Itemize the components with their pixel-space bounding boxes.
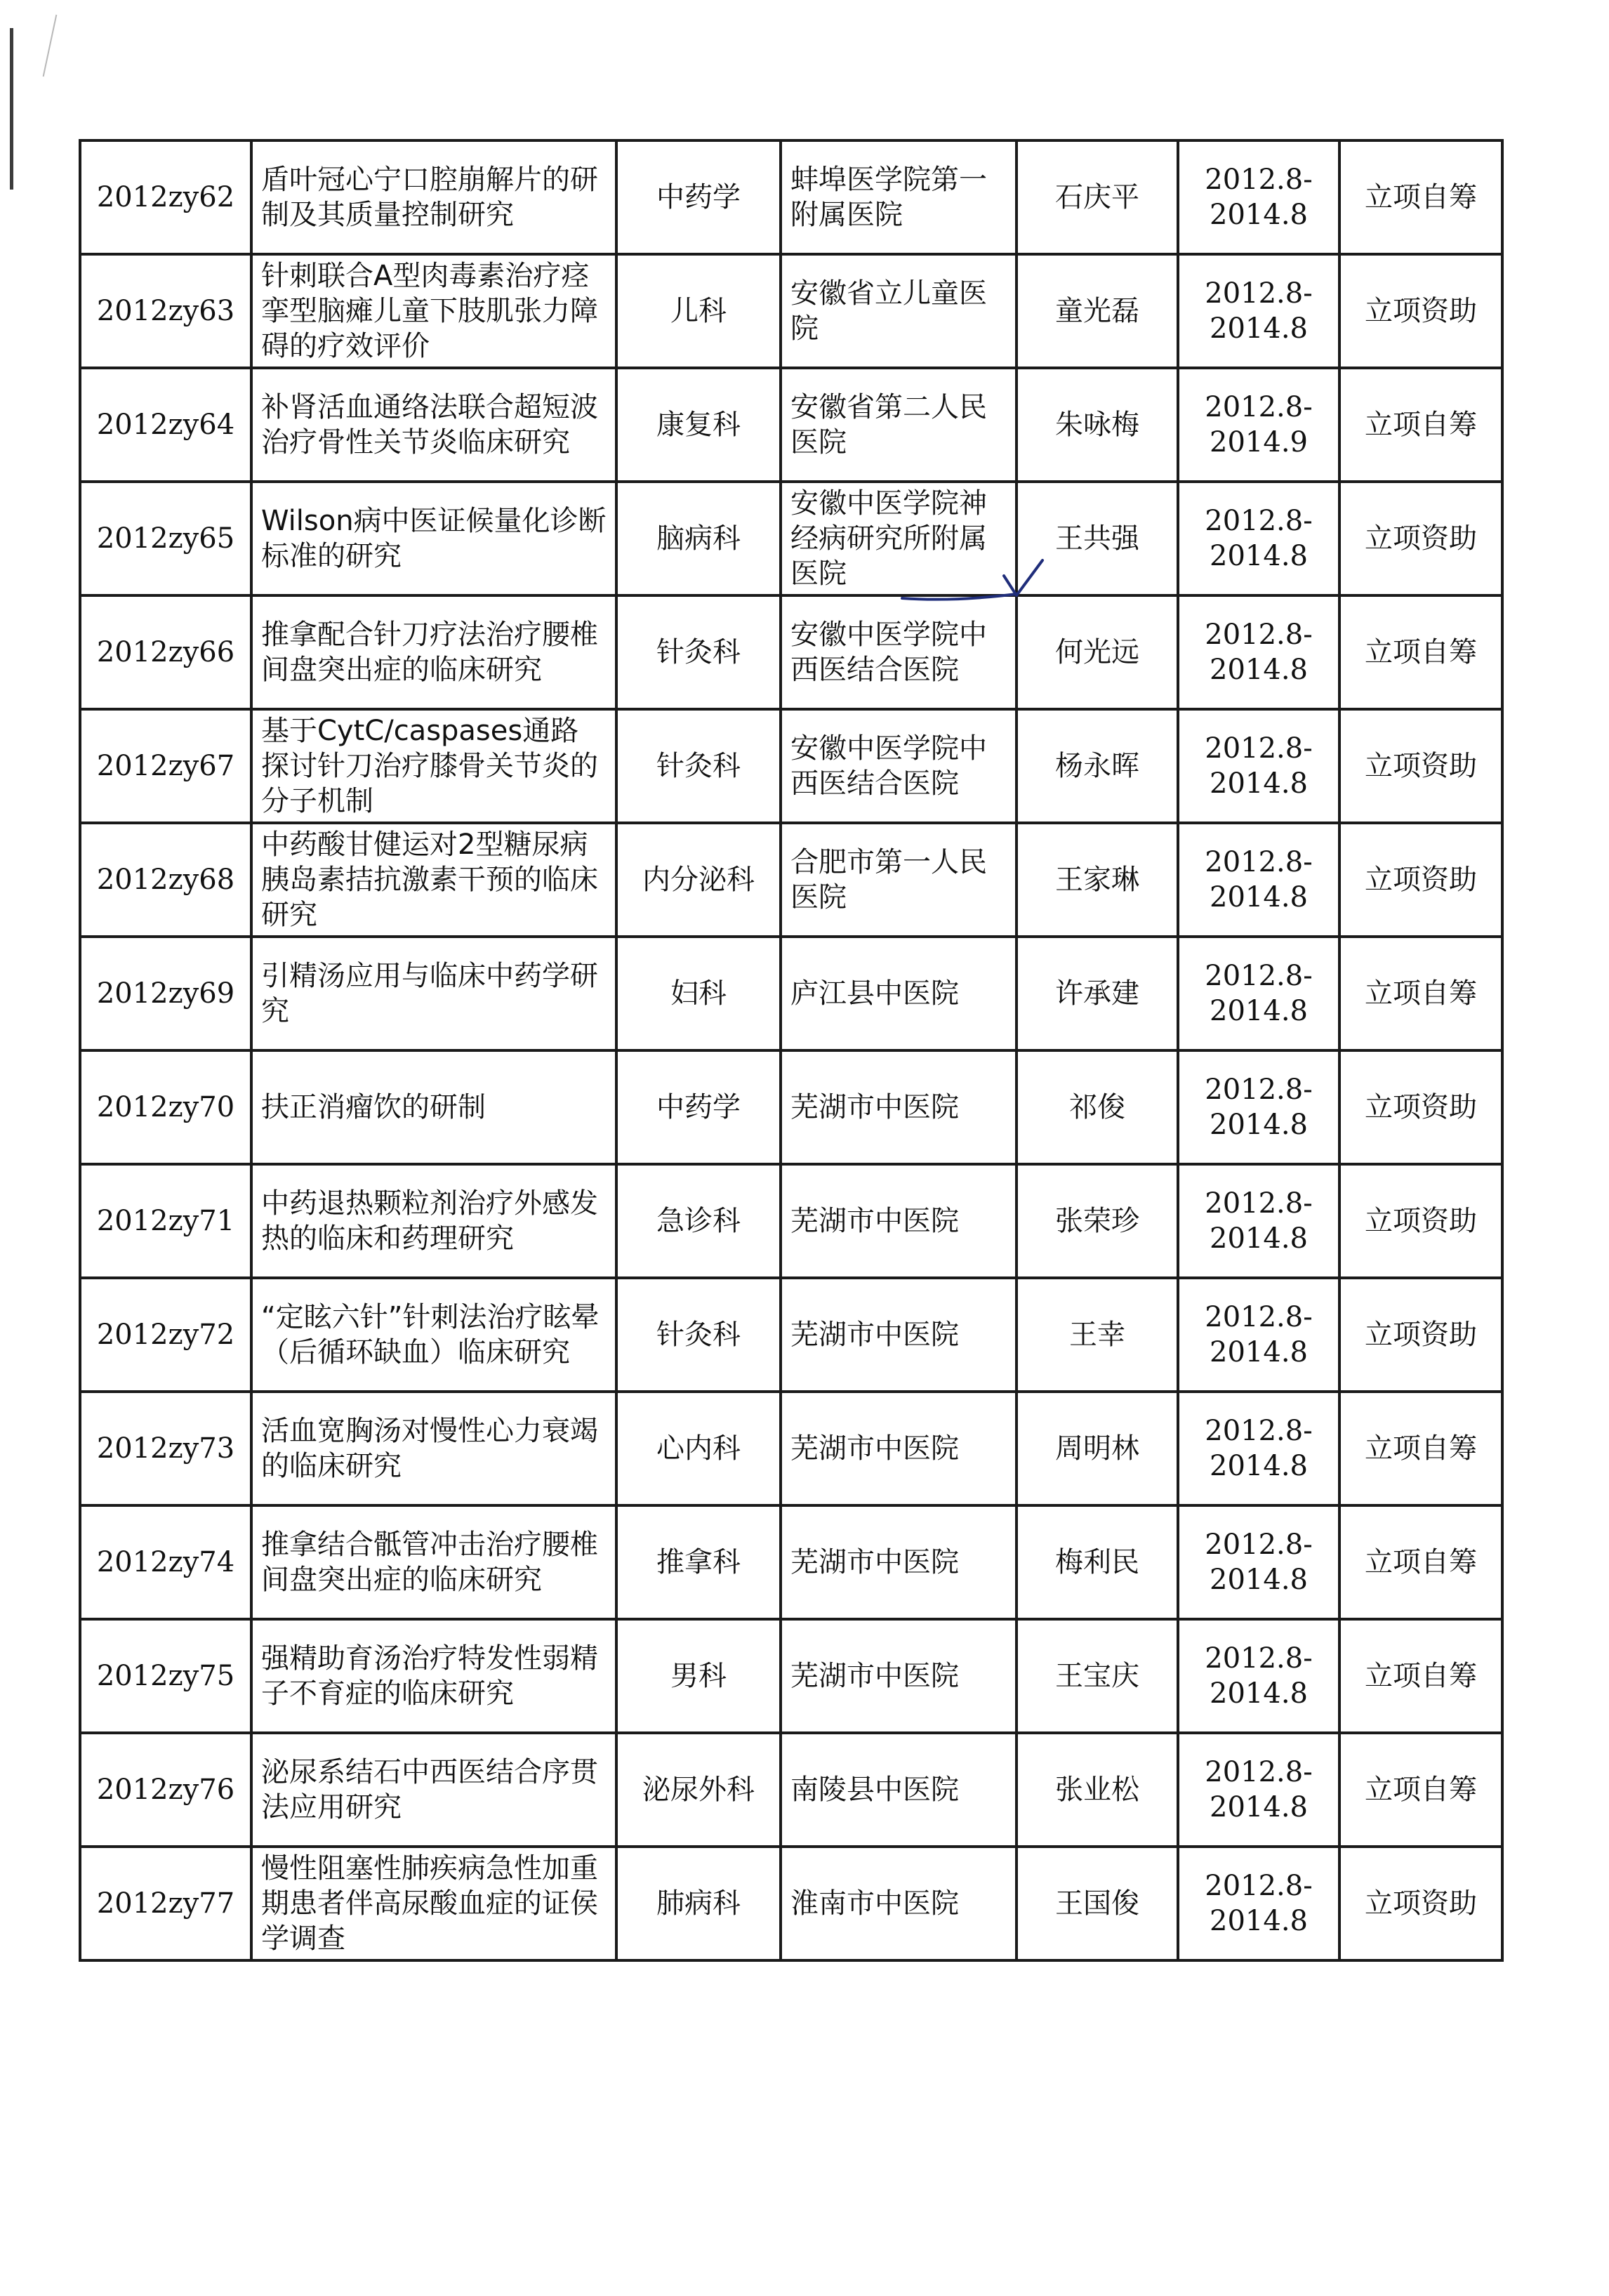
table-body bbox=[80, 140, 1502, 1960]
project-title-cell: 盾叶冠心宁口腔崩解片的研制及其质量控制研究 bbox=[251, 140, 616, 254]
period-start: 2012.8- bbox=[1205, 1642, 1313, 1675]
period-start: 2012.8- bbox=[1205, 1870, 1313, 1902]
period-start: 2012.8- bbox=[1205, 391, 1313, 423]
period-end: 2014.8 bbox=[1210, 995, 1308, 1027]
project-period-cell bbox=[1178, 1505, 1339, 1619]
period-end: 2014.8 bbox=[1210, 1564, 1308, 1596]
institution-cell: 蚌埠医学院第一附属医院 bbox=[781, 140, 1017, 254]
scan-edge-shadow bbox=[10, 28, 13, 190]
table-row bbox=[80, 1619, 1502, 1733]
project-code-cell: 2012zy65 bbox=[80, 482, 251, 595]
department-cell: 康复科 bbox=[616, 368, 781, 482]
project-period-cell bbox=[1178, 368, 1339, 482]
institution-cell: 芜湖市中医院 bbox=[781, 1392, 1017, 1505]
department-cell: 心内科 bbox=[616, 1392, 781, 1505]
table-row bbox=[80, 368, 1502, 482]
project-title-cell: 推拿配合针刀疗法治疗腰椎间盘突出症的临床研究 bbox=[251, 595, 616, 709]
period-start: 2012.8- bbox=[1205, 164, 1313, 196]
department-cell: 儿科 bbox=[616, 254, 781, 368]
institution-cell: 合肥市第一人民医院 bbox=[781, 823, 1017, 937]
institution-cell: 芜湖市中医院 bbox=[781, 1505, 1017, 1619]
table-row bbox=[80, 1392, 1502, 1505]
institution-cell: 安徽省第二人民医院 bbox=[781, 368, 1017, 482]
project-title-cell: 中药酸甘健运对2型糖尿病胰岛素拮抗激素干预的临床研究 bbox=[251, 823, 616, 937]
project-period-cell bbox=[1178, 1050, 1339, 1164]
project-period-cell bbox=[1178, 1164, 1339, 1278]
table-row bbox=[80, 823, 1502, 937]
department-cell: 妇科 bbox=[616, 937, 781, 1050]
funding-status-cell: 立项资助 bbox=[1339, 823, 1502, 937]
institution-cell: 安徽省立儿童医院 bbox=[781, 254, 1017, 368]
funding-status-cell: 立项自筹 bbox=[1339, 1392, 1502, 1505]
project-period-cell bbox=[1178, 709, 1339, 823]
project-table bbox=[79, 139, 1504, 1962]
table-row bbox=[80, 709, 1502, 823]
project-code-cell: 2012zy77 bbox=[80, 1847, 251, 1960]
funding-status-cell: 立项自筹 bbox=[1339, 368, 1502, 482]
institution-cell: 安徽中医学院神经病研究所附属医院 bbox=[781, 482, 1017, 595]
principal-investigator-cell: 朱咏梅 bbox=[1017, 368, 1178, 482]
table-row bbox=[80, 482, 1502, 595]
period-start: 2012.8- bbox=[1205, 1756, 1313, 1788]
project-period-cell bbox=[1178, 1392, 1339, 1505]
period-start: 2012.8- bbox=[1205, 1074, 1313, 1106]
principal-investigator-cell: 张荣珍 bbox=[1017, 1164, 1178, 1278]
department-cell: 中药学 bbox=[616, 140, 781, 254]
department-cell: 内分泌科 bbox=[616, 823, 781, 937]
institution-cell: 庐江县中医院 bbox=[781, 937, 1017, 1050]
project-title-cell: 活血宽胸汤对慢性心力衰竭的临床研究 bbox=[251, 1392, 616, 1505]
project-title-cell: Wilson病中医证候量化诊断标准的研究 bbox=[251, 482, 616, 595]
project-period-cell bbox=[1178, 1619, 1339, 1733]
period-start: 2012.8- bbox=[1205, 505, 1313, 537]
institution-cell: 安徽中医学院中西医结合医院 bbox=[781, 709, 1017, 823]
project-title-cell: 基于CytC/caspases通路探讨针刀治疗膝骨关节炎的分子机制 bbox=[251, 709, 616, 823]
project-period-cell bbox=[1178, 140, 1339, 254]
project-title-cell: 慢性阻塞性肺疾病急性加重期患者伴高尿酸血症的证侯学调查 bbox=[251, 1847, 616, 1960]
handwritten-check-icon bbox=[899, 555, 1060, 611]
period-start: 2012.8- bbox=[1205, 1301, 1313, 1333]
project-code-cell: 2012zy68 bbox=[80, 823, 251, 937]
project-code-cell: 2012zy62 bbox=[80, 140, 251, 254]
period-end: 2014.8 bbox=[1210, 654, 1308, 686]
project-code-cell: 2012zy74 bbox=[80, 1505, 251, 1619]
funding-status-cell: 立项资助 bbox=[1339, 709, 1502, 823]
table-row bbox=[80, 1050, 1502, 1164]
funding-status-cell: 立项自筹 bbox=[1339, 1619, 1502, 1733]
period-start: 2012.8- bbox=[1205, 1187, 1313, 1220]
principal-investigator-cell: 王国俊 bbox=[1017, 1847, 1178, 1960]
project-title-cell: 推拿结合骶管冲击治疗腰椎间盘突出症的临床研究 bbox=[251, 1505, 616, 1619]
project-period-cell bbox=[1178, 937, 1339, 1050]
institution-cell: 芜湖市中医院 bbox=[781, 1164, 1017, 1278]
period-end: 2014.8 bbox=[1210, 312, 1308, 345]
table-row bbox=[80, 1847, 1502, 1960]
project-title-cell: 泌尿系结石中西医结合序贯法应用研究 bbox=[251, 1733, 616, 1847]
principal-investigator-cell: 周明林 bbox=[1017, 1392, 1178, 1505]
table-row bbox=[80, 937, 1502, 1050]
period-end: 2014.8 bbox=[1210, 1336, 1308, 1368]
department-cell: 针灸科 bbox=[616, 1278, 781, 1392]
funding-status-cell: 立项资助 bbox=[1339, 482, 1502, 595]
project-code-cell: 2012zy66 bbox=[80, 595, 251, 709]
funding-status-cell: 立项资助 bbox=[1339, 1278, 1502, 1392]
period-end: 2014.8 bbox=[1210, 1222, 1308, 1255]
principal-investigator-cell: 张业松 bbox=[1017, 1733, 1178, 1847]
principal-investigator-cell: 许承建 bbox=[1017, 937, 1178, 1050]
principal-investigator-cell: 王宝庆 bbox=[1017, 1619, 1178, 1733]
department-cell: 推拿科 bbox=[616, 1505, 781, 1619]
period-end: 2014.8 bbox=[1210, 1791, 1308, 1823]
period-start: 2012.8- bbox=[1205, 277, 1313, 310]
project-period-cell bbox=[1178, 1733, 1339, 1847]
department-cell: 肺病科 bbox=[616, 1847, 781, 1960]
period-end: 2014.8 bbox=[1210, 1450, 1308, 1482]
department-cell: 急诊科 bbox=[616, 1164, 781, 1278]
project-title-cell: 扶正消瘤饮的研制 bbox=[251, 1050, 616, 1164]
table-row bbox=[80, 595, 1502, 709]
department-cell: 中药学 bbox=[616, 1050, 781, 1164]
table-row bbox=[80, 140, 1502, 254]
period-end: 2014.8 bbox=[1210, 540, 1308, 572]
funding-status-cell: 立项资助 bbox=[1339, 1164, 1502, 1278]
institution-cell: 芜湖市中医院 bbox=[781, 1050, 1017, 1164]
project-code-cell: 2012zy64 bbox=[80, 368, 251, 482]
principal-investigator-cell: 何光远 bbox=[1017, 595, 1178, 709]
project-title-cell: 补肾活血通络法联合超短波治疗骨性关节炎临床研究 bbox=[251, 368, 616, 482]
department-cell: 男科 bbox=[616, 1619, 781, 1733]
project-period-cell bbox=[1178, 1278, 1339, 1392]
period-end: 2014.8 bbox=[1210, 1905, 1308, 1937]
project-title-cell: “定眩六针”针刺法治疗眩晕（后循环缺血）临床研究 bbox=[251, 1278, 616, 1392]
institution-cell: 淮南市中医院 bbox=[781, 1847, 1017, 1960]
department-cell: 脑病科 bbox=[616, 482, 781, 595]
project-title-cell: 强精助育汤治疗特发性弱精子不育症的临床研究 bbox=[251, 1619, 616, 1733]
period-end: 2014.8 bbox=[1210, 767, 1308, 800]
department-cell: 针灸科 bbox=[616, 709, 781, 823]
project-title-cell: 针刺联合A型肉毒素治疗痉挛型脑瘫儿童下肢肌张力障碍的疗效评价 bbox=[251, 254, 616, 368]
funding-status-cell: 立项资助 bbox=[1339, 1050, 1502, 1164]
principal-investigator-cell: 王幸 bbox=[1017, 1278, 1178, 1392]
table-row bbox=[80, 1505, 1502, 1619]
period-end: 2014.8 bbox=[1210, 1677, 1308, 1710]
principal-investigator-cell: 祁俊 bbox=[1017, 1050, 1178, 1164]
department-cell: 泌尿外科 bbox=[616, 1733, 781, 1847]
project-code-cell: 2012zy72 bbox=[80, 1278, 251, 1392]
period-end: 2014.9 bbox=[1210, 426, 1308, 458]
project-title-cell: 引精汤应用与临床中药学研究 bbox=[251, 937, 616, 1050]
funding-status-cell: 立项自筹 bbox=[1339, 140, 1502, 254]
principal-investigator-cell: 王家琳 bbox=[1017, 823, 1178, 937]
department-cell: 针灸科 bbox=[616, 595, 781, 709]
principal-investigator-cell: 王共强 bbox=[1017, 482, 1178, 595]
project-code-cell: 2012zy75 bbox=[80, 1619, 251, 1733]
period-end: 2014.8 bbox=[1210, 199, 1308, 231]
project-period-cell bbox=[1178, 823, 1339, 937]
project-title-cell: 中药退热颗粒剂治疗外感发热的临床和药理研究 bbox=[251, 1164, 616, 1278]
table-row bbox=[80, 1278, 1502, 1392]
project-period-cell bbox=[1178, 254, 1339, 368]
project-code-cell: 2012zy67 bbox=[80, 709, 251, 823]
funding-status-cell: 立项自筹 bbox=[1339, 595, 1502, 709]
project-code-cell: 2012zy69 bbox=[80, 937, 251, 1050]
institution-cell: 南陵县中医院 bbox=[781, 1733, 1017, 1847]
institution-cell: 芜湖市中医院 bbox=[781, 1619, 1017, 1733]
period-start: 2012.8- bbox=[1205, 1529, 1313, 1561]
scan-pen-mark bbox=[43, 15, 58, 77]
period-start: 2012.8- bbox=[1205, 1415, 1313, 1447]
funding-status-cell: 立项自筹 bbox=[1339, 1733, 1502, 1847]
project-code-cell: 2012zy70 bbox=[80, 1050, 251, 1164]
period-start: 2012.8- bbox=[1205, 619, 1313, 651]
period-end: 2014.8 bbox=[1210, 881, 1308, 913]
period-start: 2012.8- bbox=[1205, 732, 1313, 765]
table-row bbox=[80, 1733, 1502, 1847]
period-start: 2012.8- bbox=[1205, 846, 1313, 878]
principal-investigator-cell: 石庆平 bbox=[1017, 140, 1178, 254]
funding-status-cell: 立项自筹 bbox=[1339, 937, 1502, 1050]
table-row bbox=[80, 1164, 1502, 1278]
project-code-cell: 2012zy73 bbox=[80, 1392, 251, 1505]
funding-status-cell: 立项资助 bbox=[1339, 1847, 1502, 1960]
project-period-cell bbox=[1178, 595, 1339, 709]
project-period-cell bbox=[1178, 482, 1339, 595]
institution-cell: 安徽中医学院中西医结合医院 bbox=[781, 595, 1017, 709]
principal-investigator-cell: 梅利民 bbox=[1017, 1505, 1178, 1619]
principal-investigator-cell: 杨永晖 bbox=[1017, 709, 1178, 823]
period-start: 2012.8- bbox=[1205, 960, 1313, 992]
period-end: 2014.8 bbox=[1210, 1109, 1308, 1141]
table-row bbox=[80, 254, 1502, 368]
funding-status-cell: 立项自筹 bbox=[1339, 1505, 1502, 1619]
institution-cell: 芜湖市中医院 bbox=[781, 1278, 1017, 1392]
principal-investigator-cell: 童光磊 bbox=[1017, 254, 1178, 368]
project-period-cell bbox=[1178, 1847, 1339, 1960]
funding-status-cell: 立项资助 bbox=[1339, 254, 1502, 368]
project-code-cell: 2012zy76 bbox=[80, 1733, 251, 1847]
project-code-cell: 2012zy63 bbox=[80, 254, 251, 368]
project-code-cell: 2012zy71 bbox=[80, 1164, 251, 1278]
